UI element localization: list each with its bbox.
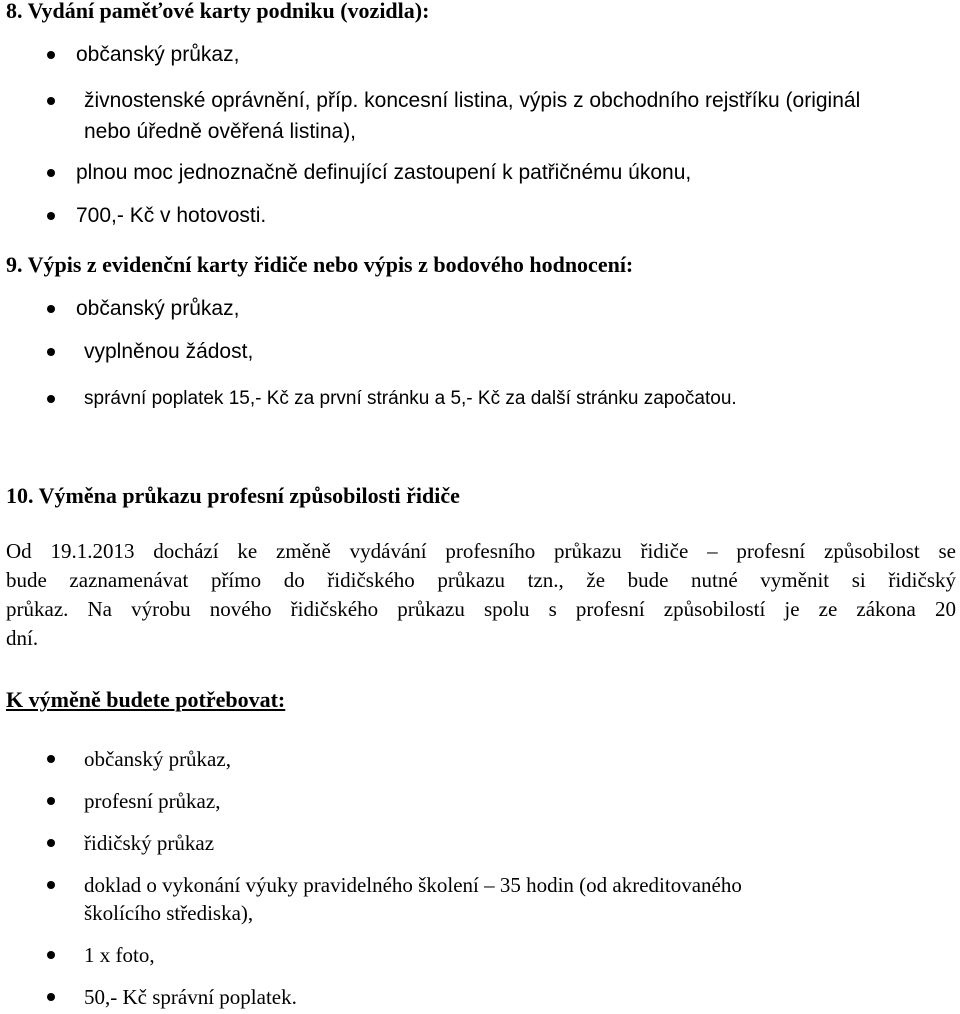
paragraph-line: průkaz. Na výrobu nového řidičského průkazu spolu s profesní způsobilostí je ze zákona 20	[6, 597, 956, 621]
list-item-text: 50,- Kč správní poplatek.	[84, 985, 297, 1009]
bullet-icon	[47, 51, 55, 59]
list-item-text: plnou moc jednoznačně definující zastoupení k patřičnému úkonu,	[76, 161, 692, 184]
bullet-icon	[47, 755, 55, 763]
bullet-icon	[47, 951, 55, 959]
bullet-icon	[47, 395, 55, 403]
bullet-icon	[47, 993, 55, 1001]
section-10-paragraph	[6, 537, 956, 653]
bullet-icon	[47, 348, 55, 356]
section-10-heading: 10. Výměna průkazu profesní způsobilosti řidiče	[6, 483, 460, 508]
bullet-icon	[47, 305, 55, 313]
list-item-text: 700,- Kč v hotovosti.	[76, 204, 267, 227]
replacement-requirements-heading: K výměně budete potřebovat:	[6, 687, 286, 712]
list-item-text: vyplněnou žádost,	[84, 340, 254, 363]
list-item-text: občanský průkaz,	[84, 747, 231, 771]
bullet-icon	[47, 881, 55, 889]
section-9-heading: 9. Výpis z evidenční karty řidiče nebo výpis z bodového hodnocení:	[6, 252, 634, 277]
paragraph-line: Od 19.1.2013 dochází ke změně vydávání profesního průkazu řidiče – profesní způsobilost se	[6, 539, 956, 563]
paragraph-line: dní.	[6, 626, 39, 650]
list-item-text: řidičský průkaz	[84, 831, 215, 855]
bullet-icon	[47, 797, 55, 805]
bullet-icon	[47, 169, 55, 177]
bullet-icon	[47, 212, 55, 220]
bullet-icon	[47, 839, 55, 847]
list-item-text: doklad o vykonání výuky pravidelného školení – 35 hodin (od akreditovaného	[84, 873, 742, 897]
list-item-text: občanský průkaz,	[76, 43, 240, 66]
list-item-text: profesní průkaz,	[84, 789, 221, 813]
list-item-text: nebo úředně ověřená listina),	[84, 120, 357, 143]
paragraph-line: bude zaznamenávat přímo do řidičského průkazu tzn., že bude nutné vyměnit si řidičský	[6, 568, 956, 592]
list-item-text: 1 x foto,	[84, 943, 155, 967]
list-item-text: živnostenské oprávnění, příp. koncesní listina, výpis z obchodního rejstříku (originál	[84, 89, 861, 112]
list-item-text: školícího střediska),	[84, 901, 254, 925]
bullet-icon	[47, 97, 55, 105]
list-item-text: správní poplatek 15,- Kč za první stránku a 5,- Kč za další stránku započatou.	[84, 388, 737, 409]
list-item-text: občanský průkaz,	[76, 297, 240, 320]
section-8-heading: 8. Vydání paměťové karty podniku (vozidla):	[6, 0, 430, 23]
